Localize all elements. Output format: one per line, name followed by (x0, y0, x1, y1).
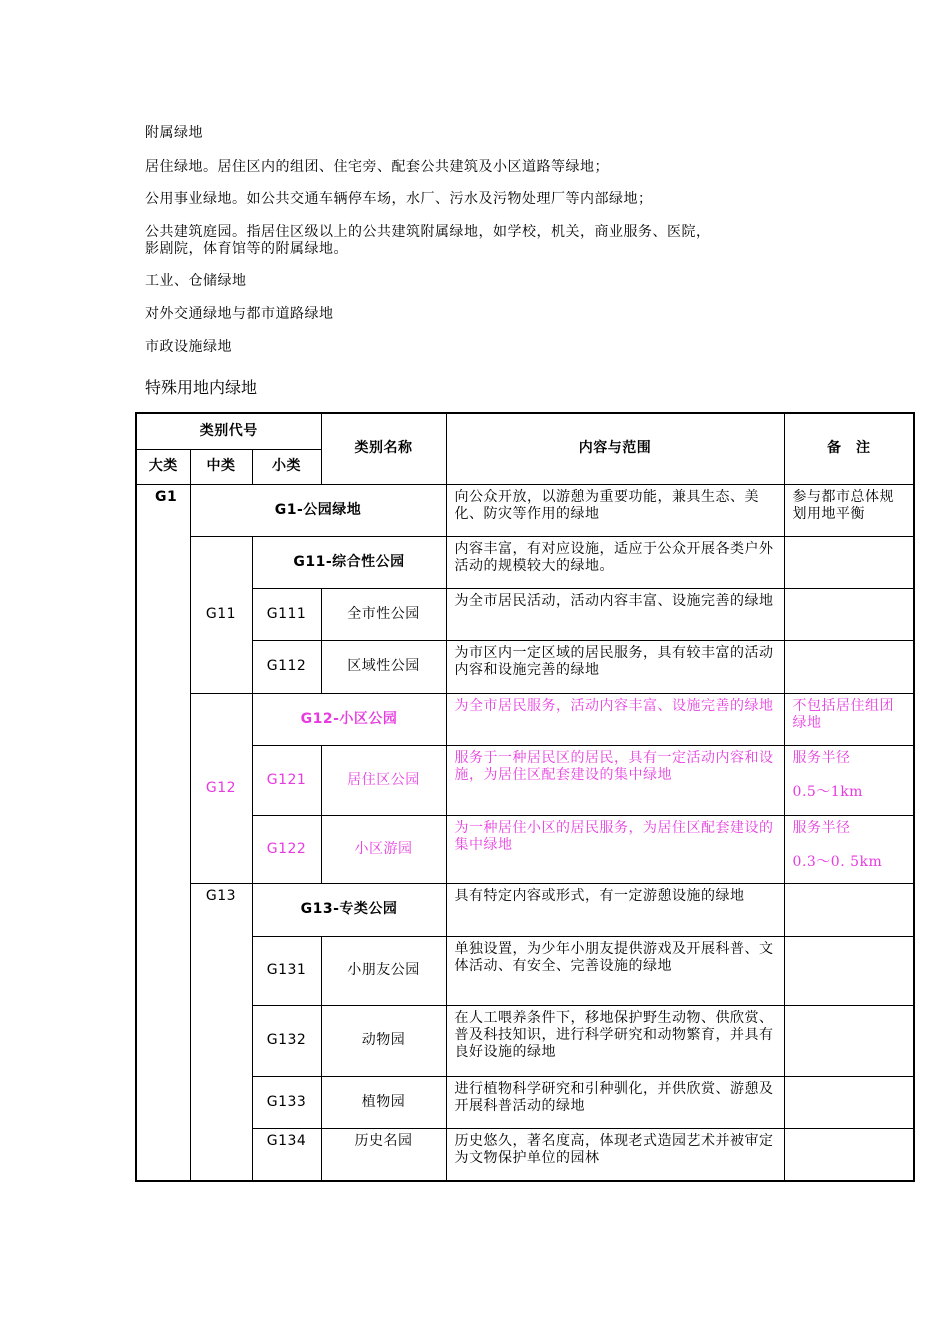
name-g111: 全市性公园 (321, 588, 446, 640)
paragraph-transport-green: 对外交通绿地与都市道路绿地 (145, 306, 334, 322)
name-g132: 动物园 (321, 1005, 446, 1076)
section-heading: 特殊用地内绿地 (145, 378, 258, 397)
table-row-g132 (136, 1005, 914, 1076)
content-g134: 历史悠久，著名度高，体现老式造园艺术并被审定为文物保护单位的园林 (446, 1128, 784, 1181)
paragraph-utility-green: 公用事业绿地。如公共交通车辆停车场，水厂、污水及污物处理厂等内部绿地； (145, 191, 653, 207)
note-g111 (784, 588, 914, 640)
content-g11: 内容丰富，有对应设施，适应于公众开展各类户外活动的规模较大的绿地。 (446, 536, 784, 588)
note-g122-line1: 服务半径 (792, 819, 851, 836)
paragraph-public-building-line1: 公共建筑庭园。指居住区级以上的公共建筑附属绿地，如学校，机关，商业服务、医院， (145, 224, 711, 240)
note-g131 (784, 936, 914, 1005)
table-row-g134 (136, 1128, 914, 1181)
name-g134: 历史名园 (321, 1128, 446, 1181)
paragraph-industrial-green: 工业、仓储绿地 (145, 273, 247, 289)
code-g131: G131 (252, 936, 321, 1005)
content-g1: 向公众开放，以游憩为重要功能，兼具生态、美化、防灾等作用的绿地 (446, 484, 784, 536)
note-g12: 不包括居住组团绿地 (784, 693, 914, 745)
header-major: 大类 (136, 449, 190, 484)
table-row-g112 (136, 640, 914, 693)
header-code: 类别代号 (136, 413, 321, 449)
table-row-g1 (136, 484, 914, 536)
table-row-g111 (136, 588, 914, 640)
content-g133: 进行植物科学研究和引种驯化，并供欣赏、游憩及开展科普活动的绿地 (446, 1076, 784, 1128)
name-g122: 小区游园 (321, 815, 446, 883)
code-g1: G1 (136, 484, 190, 1181)
code-g112: G112 (252, 640, 321, 693)
content-g111: 为全市居民活动，活动内容丰富、设施完善的绿地 (446, 588, 784, 640)
content-g122: 为一种居住小区的居民服务，为居住区配套建设的集中绿地 (446, 815, 784, 883)
note-g121 (784, 745, 914, 815)
table-row-g121 (136, 745, 914, 815)
name-g133: 植物园 (321, 1076, 446, 1128)
paragraph-public-building-line2: 影剧院，体育馆等的附属绿地。 (145, 241, 348, 257)
table-row-g13 (136, 883, 914, 936)
content-g132: 在人工喂养条件下，移地保护野生动物、供欣赏、普及科技知识，进行科学研究和动物繁育，并具有良好设施的绿地 (446, 1005, 784, 1076)
note-g134 (784, 1128, 914, 1181)
header-content: 内容与范围 (446, 413, 784, 484)
table-row-g133 (136, 1076, 914, 1128)
table-row-g11 (136, 536, 914, 588)
note-g13 (784, 883, 914, 936)
note-g1: 参与都市总体规划用地平衡 (784, 484, 914, 536)
note-g122 (784, 815, 914, 883)
paragraph-attached-green: 附属绿地 (145, 125, 203, 141)
table-row-g122 (136, 815, 914, 883)
green-space-classification-table (135, 412, 915, 1182)
group-g13-title: G13-专类公园 (252, 883, 446, 936)
content-g112: 为市区内一定区域的居民服务，具有较丰富的活动内容和设施完善的绿地 (446, 640, 784, 693)
table-row-g131 (136, 936, 914, 1005)
note-g133 (784, 1076, 914, 1128)
table-row-g12 (136, 693, 914, 745)
header-minor: 小类 (252, 449, 321, 484)
code-g111: G111 (252, 588, 321, 640)
note-g11 (784, 536, 914, 588)
code-g134: G134 (252, 1128, 321, 1181)
note-g121-line2: 0.5～1km (792, 783, 863, 800)
header-middle: 中类 (190, 449, 252, 484)
group-g11-title: G11-综合性公园 (252, 536, 446, 588)
group-g1-title: G1-公园绿地 (190, 484, 446, 536)
note-g121-line1: 服务半径 (792, 749, 851, 766)
code-g13: G13 (190, 883, 252, 1181)
header-name: 类别名称 (321, 413, 446, 484)
code-g12: G12 (190, 693, 252, 883)
header-note: 备 注 (784, 413, 914, 484)
paragraph-municipal-green: 市政设施绿地 (145, 339, 232, 355)
name-g131: 小朋友公园 (321, 936, 446, 1005)
content-g12: 为全市居民服务，活动内容丰富、设施完善的绿地 (446, 693, 784, 745)
code-g121: G121 (252, 745, 321, 815)
content-g13: 具有特定内容或形式，有一定游憩设施的绿地 (446, 883, 784, 936)
content-g121: 服务于一种居民区的居民，具有一定活动内容和设施，为居住区配套建设的集中绿地 (446, 745, 784, 815)
group-g12-title: G12-小区公园 (252, 693, 446, 745)
note-g112 (784, 640, 914, 693)
content-g131: 单独设置，为少年小朋友提供游戏及开展科普、文体活动、有安全、完善设施的绿地 (446, 936, 784, 1005)
note-g132 (784, 1005, 914, 1076)
code-g132: G132 (252, 1005, 321, 1076)
paragraph-residential-green: 居住绿地。居住区内的组团、住宅旁、配套公共建筑及小区道路等绿地； (145, 159, 609, 175)
code-g11: G11 (190, 536, 252, 693)
name-g121: 居住区公园 (321, 745, 446, 815)
code-g133: G133 (252, 1076, 321, 1128)
code-g122: G122 (252, 815, 321, 883)
note-g122-line2: 0.3～0. 5km (792, 853, 883, 870)
name-g112: 区域性公园 (321, 640, 446, 693)
header-row-1 (136, 413, 914, 449)
